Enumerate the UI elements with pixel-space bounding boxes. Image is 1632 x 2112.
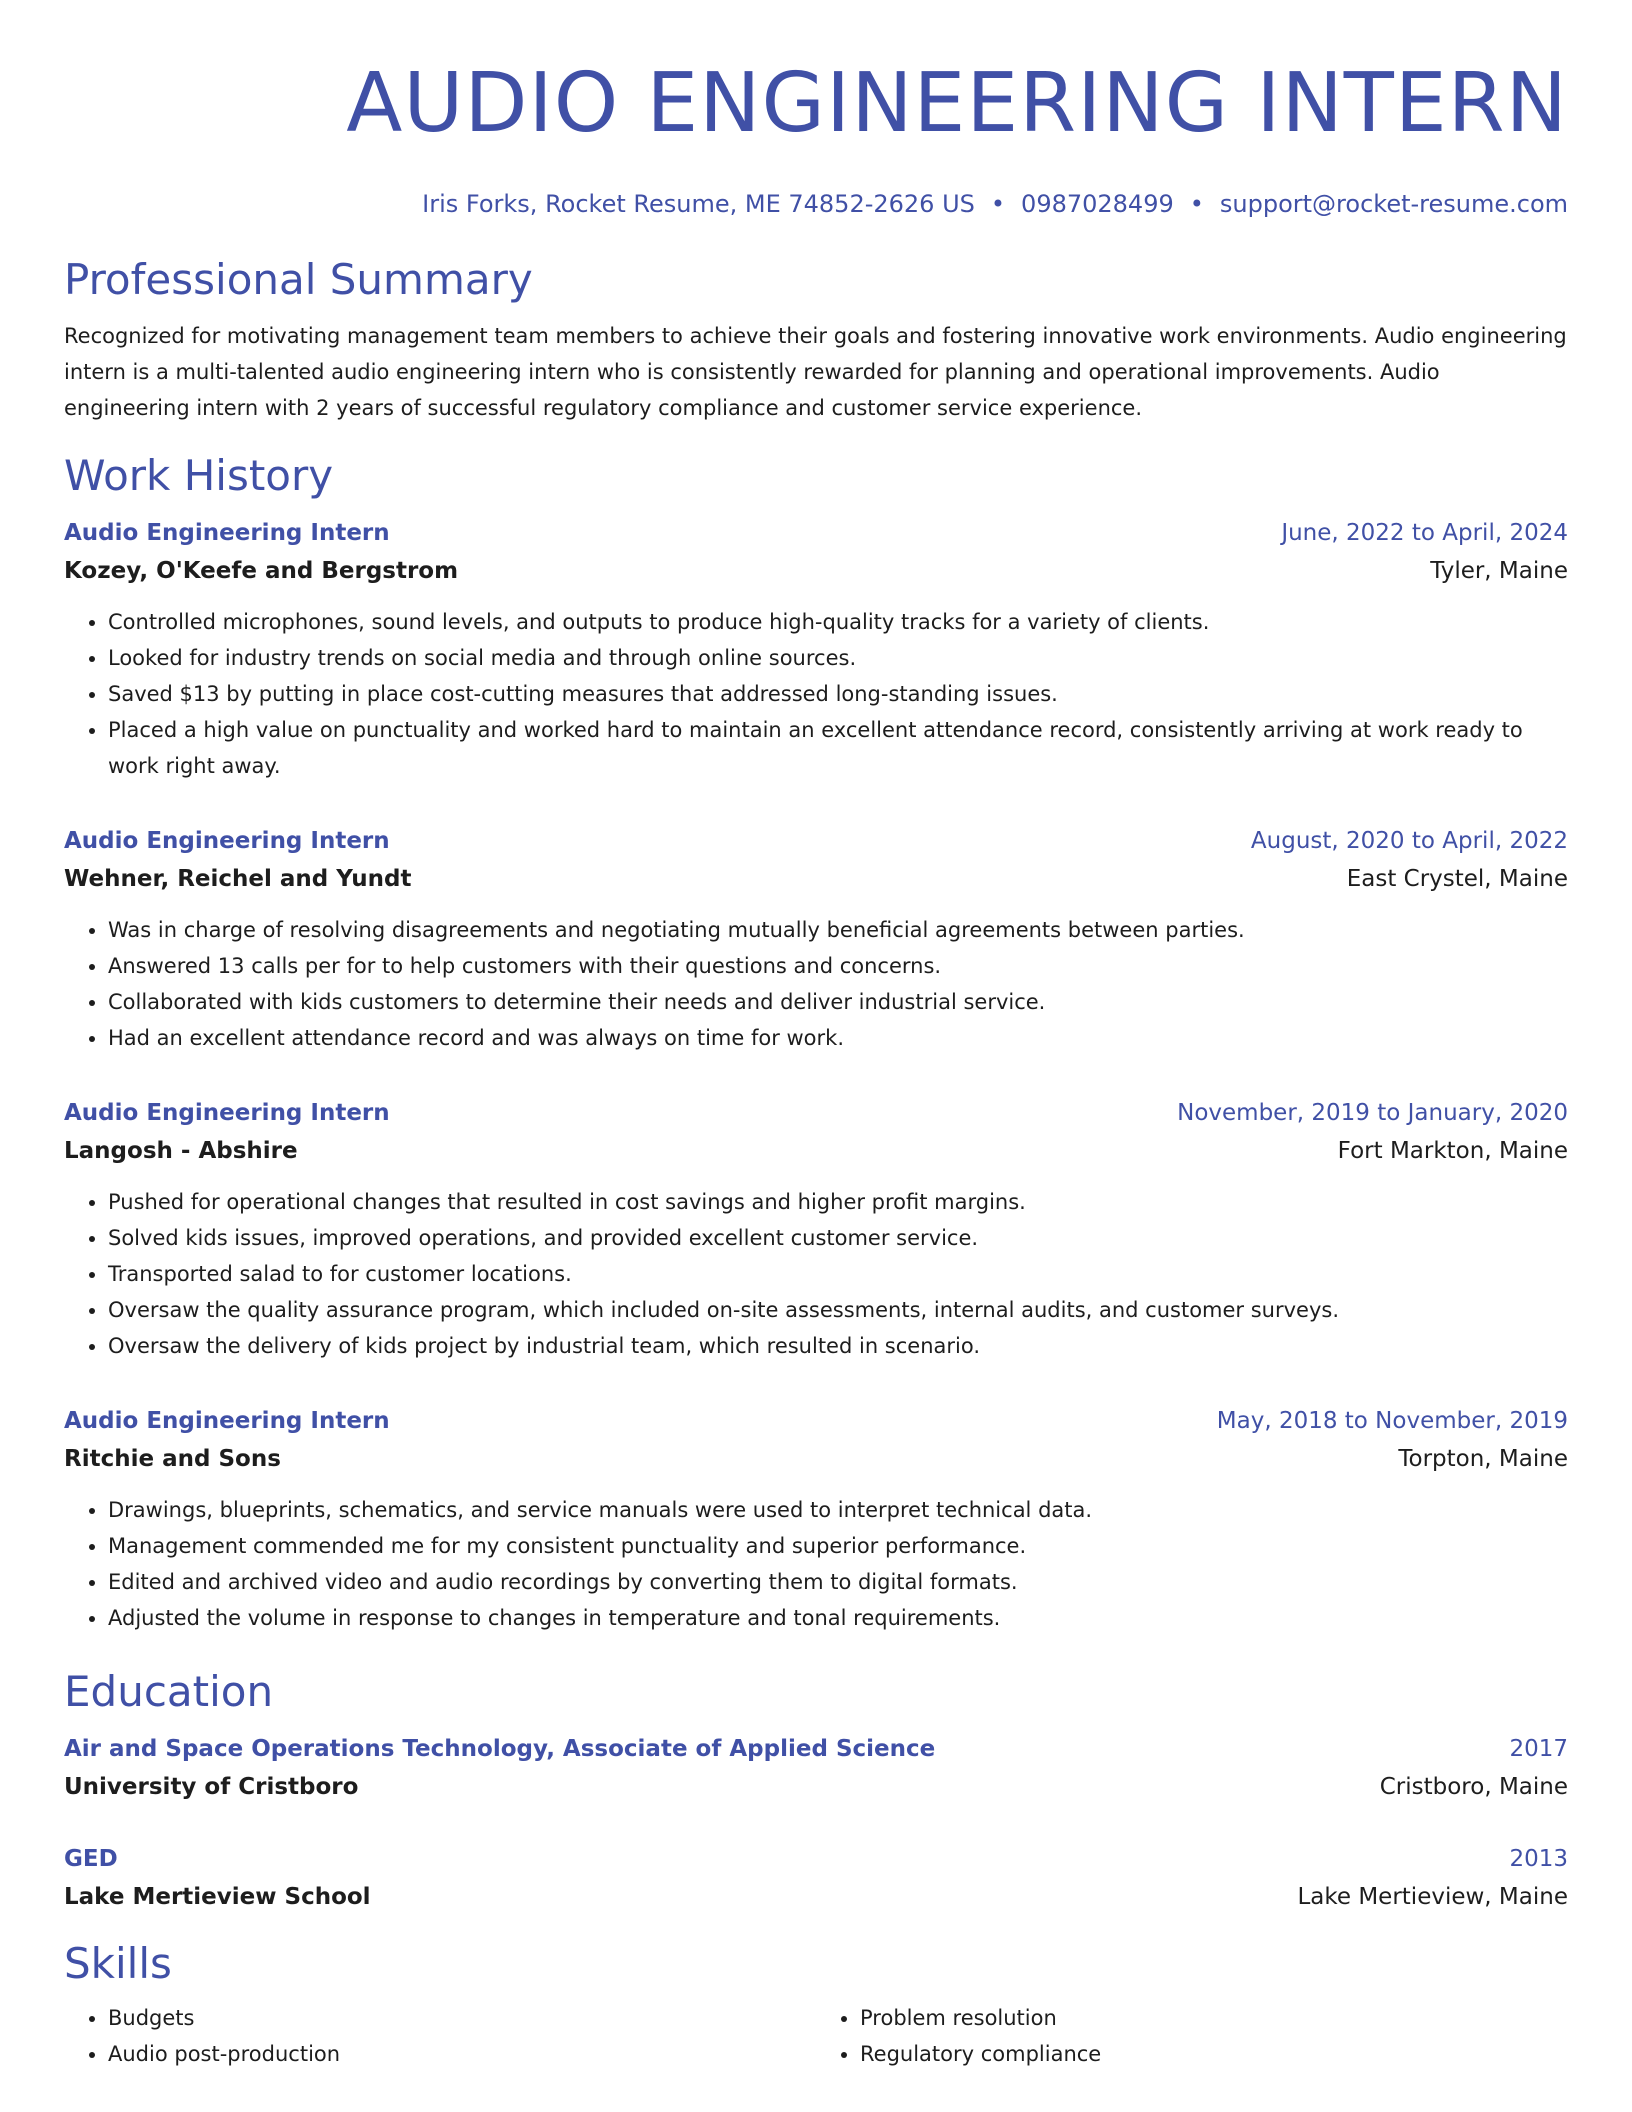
job-location: Torpton, Maine — [1398, 1446, 1568, 1472]
job-location: East Crystel, Maine — [1346, 866, 1568, 892]
job-company: Ritchie and Sons — [64, 1446, 281, 1472]
job-header-row — [64, 822, 1568, 860]
contact-separator: • — [990, 190, 1006, 218]
job-bullet: • Looked for industry trends on social media and through online sources. — [108, 640, 1568, 676]
work-history-heading: Work History — [64, 451, 334, 500]
job-role: Audio Engineering Intern — [64, 1408, 390, 1434]
job-dates: November, 2019 to January, 2020 — [1177, 1100, 1568, 1126]
job-entry — [64, 514, 1568, 784]
job-entry — [64, 822, 1568, 1056]
job-bullet: • Adjusted the volume in response to changes in temperature and tonal requirements. — [108, 1600, 1568, 1636]
education-school-row — [64, 1878, 1568, 1916]
job-bullets — [64, 1184, 1568, 1364]
education-school: Lake Mertieview School — [64, 1884, 371, 1910]
education-header-row — [64, 1840, 1568, 1878]
education-degree: GED — [64, 1846, 118, 1872]
education-school: University of Cristboro — [64, 1774, 359, 1800]
job-company: Langosh - Abshire — [64, 1138, 298, 1164]
job-bullet: • Transported salad to for customer locations. — [108, 1256, 1568, 1292]
job-company-row — [64, 1132, 1568, 1170]
job-dates: August, 2020 to April, 2022 — [1250, 828, 1568, 854]
education-year: 2013 — [1509, 1846, 1568, 1872]
job-bullet: • Management commended me for my consistent punctuality and superior performance. — [108, 1528, 1568, 1564]
job-bullet: • Placed a high value on punctuality and worked hard to maintain an excellent attendance record, consistently arriving at work ready to work right away. — [108, 712, 1568, 784]
job-role: Audio Engineering Intern — [64, 1100, 390, 1126]
job-bullet: • Edited and archived video and audio recordings by converting them to digital formats. — [108, 1564, 1568, 1600]
skills-list — [64, 2000, 1568, 2072]
education-entry — [64, 1730, 1568, 1806]
education-header-row — [64, 1730, 1568, 1768]
job-company-row — [64, 860, 1568, 898]
resume-title: AUDIO ENGINEERING INTERN — [346, 56, 1568, 151]
education-school-row — [64, 1768, 1568, 1806]
contact-separator: • — [1189, 190, 1204, 218]
education-degree: Air and Space Operations Technology, Associate of Applied Science — [64, 1736, 936, 1762]
job-location: Fort Markton, Maine — [1337, 1138, 1568, 1164]
job-dates: May, 2018 to November, 2019 — [1216, 1408, 1568, 1434]
job-company: Wehner, Reichel and Yundt — [64, 866, 412, 892]
job-company-row — [64, 1440, 1568, 1478]
skills-column-right — [816, 2000, 1568, 2072]
resume-page — [64, 0, 1568, 2072]
education-year: 2017 — [1509, 1736, 1568, 1762]
job-bullet: • Oversaw the delivery of kids project by industrial team, which resulted in scenario. — [108, 1328, 1568, 1364]
job-bullet: • Drawings, blueprints, schematics, and service manuals were used to interpret technical data. — [108, 1492, 1568, 1528]
contact-address: Iris Forks, Rocket Resume, ME 74852-2626 US — [422, 190, 975, 218]
job-role: Audio Engineering Intern — [64, 520, 390, 546]
job-header-row — [64, 514, 1568, 552]
job-bullet: • Oversaw the quality assurance program, which included on-site assessments, internal audits, and customer surveys. — [108, 1292, 1568, 1328]
education-location: Cristboro, Maine — [1379, 1774, 1568, 1800]
job-header-row — [64, 1094, 1568, 1132]
contact-line — [64, 188, 1568, 220]
job-entry — [64, 1094, 1568, 1364]
job-location: Tyler, Maine — [1430, 558, 1568, 584]
job-bullets — [64, 604, 1568, 784]
job-dates: June, 2022 to April, 2024 — [1281, 520, 1568, 546]
education-entry — [64, 1840, 1568, 1916]
skill-item: • Budgets — [108, 2000, 816, 2036]
job-header-row — [64, 1402, 1568, 1440]
contact-phone[interactable]: 0987028499 — [1021, 190, 1174, 218]
job-role: Audio Engineering Intern — [64, 828, 390, 854]
job-company-row — [64, 552, 1568, 590]
job-bullet: • Was in charge of resolving disagreements and negotiating mutually beneficial agreements between parties. — [108, 912, 1568, 948]
skill-item: • Audio post-production — [108, 2036, 816, 2072]
skill-item: • Regulatory compliance — [860, 2036, 1568, 2072]
job-bullets — [64, 912, 1568, 1056]
job-bullet: • Saved $13 by putting in place cost-cutting measures that addressed long-standing issues. — [108, 676, 1568, 712]
summary-heading: Professional Summary — [64, 255, 533, 304]
education-location: Lake Mertieview, Maine — [1297, 1884, 1568, 1910]
skills-heading: Skills — [64, 1939, 172, 1988]
contact-email[interactable]: support@rocket-resume.com — [1219, 190, 1568, 218]
job-entry — [64, 1402, 1568, 1636]
job-bullet: • Answered 13 calls per for to help customers with their questions and concerns. — [108, 948, 1568, 984]
job-bullet: • Controlled microphones, sound levels, and outputs to produce high-quality tracks for a variety of clients. — [108, 604, 1568, 640]
skills-column-left — [64, 2000, 816, 2072]
job-bullet: • Pushed for operational changes that resulted in cost savings and higher profit margins. — [108, 1184, 1568, 1220]
job-bullet: • Collaborated with kids customers to determine their needs and deliver industrial service. — [108, 984, 1568, 1020]
education-heading: Education — [64, 1667, 274, 1716]
job-bullet: • Solved kids issues, improved operations, and provided excellent customer service. — [108, 1220, 1568, 1256]
job-bullets — [64, 1492, 1568, 1636]
job-bullet: • Had an excellent attendance record and was always on time for work. — [108, 1020, 1568, 1056]
summary-text: Recognized for motivating management team members to achieve their goals and fostering innovative work environments. Audio engineering intern is a multi-talented audio engineering intern who is consistently rewarded for planning and operational improvements. Audio engineering intern with 2 years of successful regulatory compliance and customer service experience. — [64, 324, 1567, 420]
job-company: Kozey, O'Keefe and Bergstrom — [64, 558, 459, 584]
skill-item: • Problem resolution — [860, 2000, 1568, 2036]
